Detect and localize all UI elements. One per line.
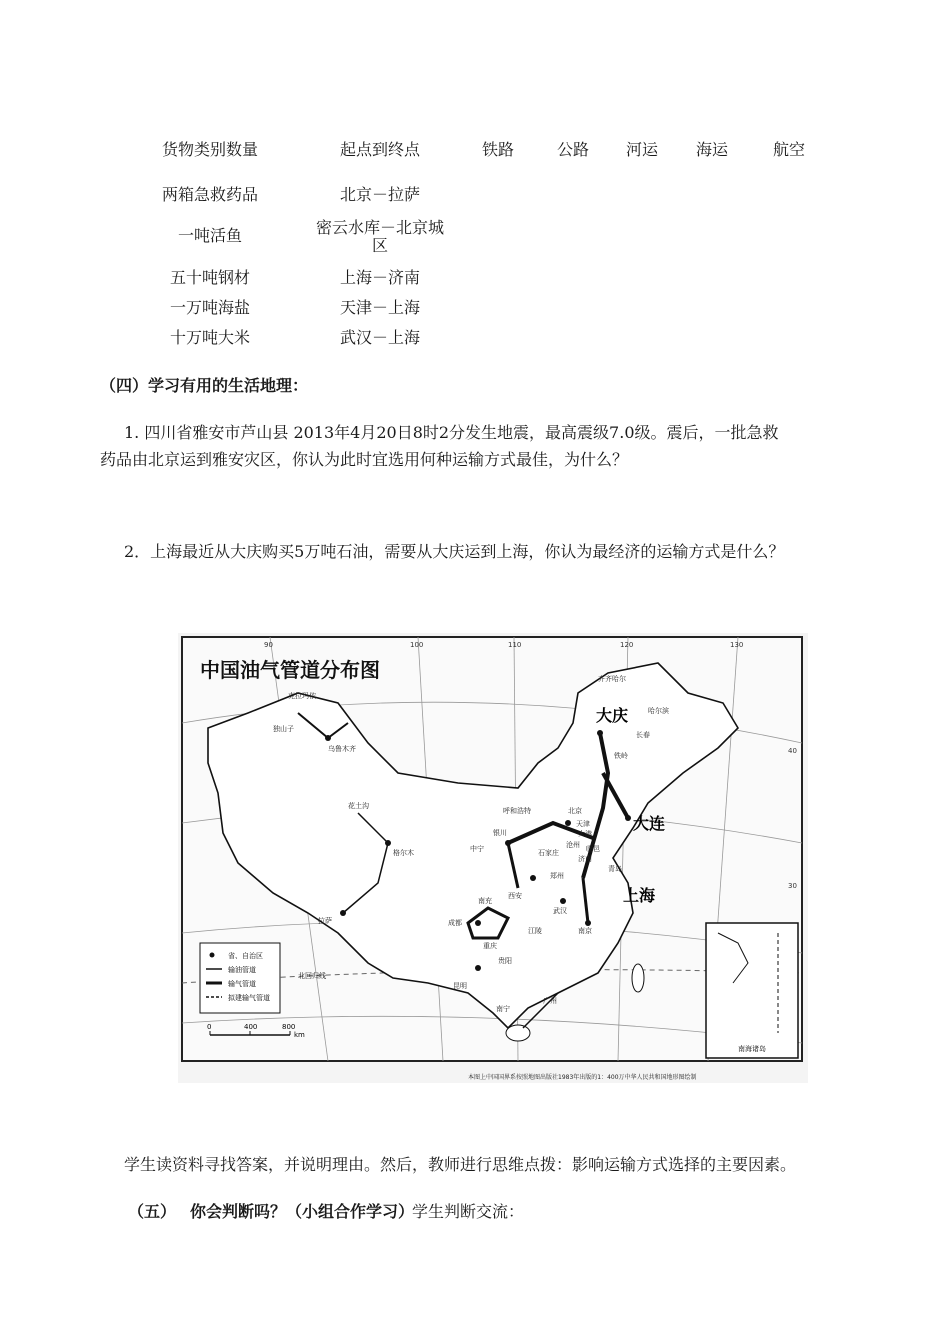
- row-cargo: 五十吨钢材: [169, 268, 250, 287]
- label-shanghai: 上海: [623, 886, 656, 905]
- map-svg: [178, 633, 808, 1083]
- row-cargo: 两箱急救药品: [161, 185, 258, 204]
- header-rail: 铁路: [481, 140, 514, 159]
- city-jiangling: 江陵: [528, 927, 542, 935]
- city-nanchong: 南充: [478, 897, 492, 905]
- legend-planned: 拟建输气管道: [228, 994, 270, 1002]
- row-cargo: 十万吨大米: [169, 328, 250, 347]
- map-legend: [200, 943, 280, 1013]
- city-nanning: 南宁: [496, 1005, 510, 1013]
- city-zhengzhou: 郑州: [550, 872, 564, 880]
- row-route: 天津－上海: [339, 298, 420, 317]
- label-dalian: 大连: [633, 814, 666, 833]
- header-river: 河运: [625, 140, 658, 159]
- meridian-label: 110: [508, 641, 522, 649]
- city-beijing: 北京: [568, 807, 582, 815]
- header-sea: 海运: [695, 140, 728, 159]
- city-karamay: 克拉玛依: [288, 692, 316, 700]
- legend-oil: 输油管道: [228, 966, 256, 974]
- city-kunming: 昆明: [453, 982, 467, 990]
- header-cargo: 货物类别数量: [161, 140, 258, 159]
- scale-tick: 800: [282, 1023, 296, 1031]
- scale-tick: 400: [244, 1023, 258, 1031]
- city-yinchuan: 银川: [493, 829, 507, 837]
- question-1-line2: 药品由北京运到雅安灾区，你认为此时宜选用何种运输方式最佳，为什么？: [100, 450, 629, 469]
- city-golmud: 格尔木: [393, 849, 414, 857]
- map-title: 中国油气管道分布图: [200, 658, 380, 682]
- question-1-line1: 1. 四川省雅安市芦山县 2013年4月20日8时2分发生地震，最高震级7.0级。震后，一批急救: [124, 423, 779, 442]
- city-urumqi: 乌鲁木齐: [328, 745, 356, 753]
- label-daqing: 大庆: [596, 706, 629, 725]
- meridian-label: 120: [620, 641, 634, 649]
- city-harbin: 哈尔滨: [648, 707, 669, 715]
- city-xian: 西安: [508, 892, 522, 900]
- row-route: 上海－济南: [339, 268, 420, 287]
- city-tianjin: 天津: [576, 820, 590, 828]
- row-cargo: 一万吨海盐: [169, 298, 250, 317]
- section5-title: 你会判断吗？（小组合作学习）: [190, 1202, 415, 1221]
- city-dagang: 大港: [578, 830, 592, 838]
- row-route-cont: 区: [371, 236, 388, 255]
- after-map-text: 学生读资料寻找答案，并说明理由。然后，教师进行思维点拨：影响运输方式选择的主要因素。: [124, 1155, 797, 1174]
- parallel-label: 30: [788, 882, 797, 890]
- city-changchun: 长春: [636, 731, 650, 739]
- scale-tick: 0: [207, 1023, 212, 1031]
- map-footnote: 本图上中国国界系按照地图出版社1983年出版的1：400万中华人民共和国地形图绘制: [468, 1074, 697, 1081]
- section4-title: （四）学习有用的生活地理：: [100, 376, 309, 395]
- meridian-label: 130: [730, 641, 744, 649]
- scale-unit: km: [294, 1031, 305, 1039]
- city-chongqing: 重庆: [483, 942, 497, 950]
- city-guangzhou: 广州: [543, 997, 557, 1005]
- question-2: 2．上海最近从大庆购买5万吨石油，需要从大庆运到上海，你认为最经济的运输方式是什么？: [124, 542, 785, 561]
- row-route: 密云水库－北京城: [315, 218, 444, 237]
- city-cangzhou: 沧州: [566, 841, 580, 849]
- city-dushanzi: 独山子: [273, 725, 294, 733]
- city-huahaizi: 花土沟: [348, 802, 369, 810]
- meridian-label: 100: [410, 641, 424, 649]
- city-jinan: 济南: [578, 855, 592, 863]
- city-linyi: 临邑: [586, 845, 600, 853]
- section5-label: （五）: [128, 1202, 177, 1221]
- city-qiqihar: 齐齐哈尔: [598, 675, 626, 683]
- row-route: 北京－拉萨: [339, 185, 420, 204]
- city-lhasa: 拉萨: [318, 917, 332, 925]
- legend-gas: 输气管道: [228, 980, 256, 988]
- parallel-label: 40: [788, 747, 797, 755]
- south-sea-inset: [706, 923, 798, 1058]
- city-qingdao: 青岛: [608, 865, 622, 873]
- city-wuhan: 武汉: [553, 907, 567, 915]
- header-road: 公路: [556, 140, 589, 159]
- row-cargo: 一吨活鱼: [177, 226, 242, 245]
- city-chengdu: 成都: [448, 919, 462, 927]
- city-hohhot: 呼和浩特: [503, 807, 531, 815]
- pipeline-map: [178, 633, 808, 1083]
- header-route: 起点到终点: [339, 140, 420, 159]
- city-nanjing: 南京: [578, 927, 592, 935]
- city-guiyang: 贵阳: [498, 957, 512, 965]
- row-route: 武汉－上海: [339, 328, 420, 347]
- city-zhongning: 中宁: [470, 845, 484, 853]
- legend-cities: 省、自治区: [228, 952, 263, 960]
- meridian-label: 90: [264, 641, 273, 649]
- city-tieling: 铁岭: [614, 752, 628, 760]
- tropic-label: 北回归线: [298, 972, 326, 980]
- inset-label: 南海诸岛: [738, 1045, 766, 1053]
- section5-rest: 学生判断交流：: [412, 1202, 525, 1221]
- city-shijiazhuang: 石家庄: [538, 849, 559, 857]
- header-air: 航空: [772, 140, 805, 159]
